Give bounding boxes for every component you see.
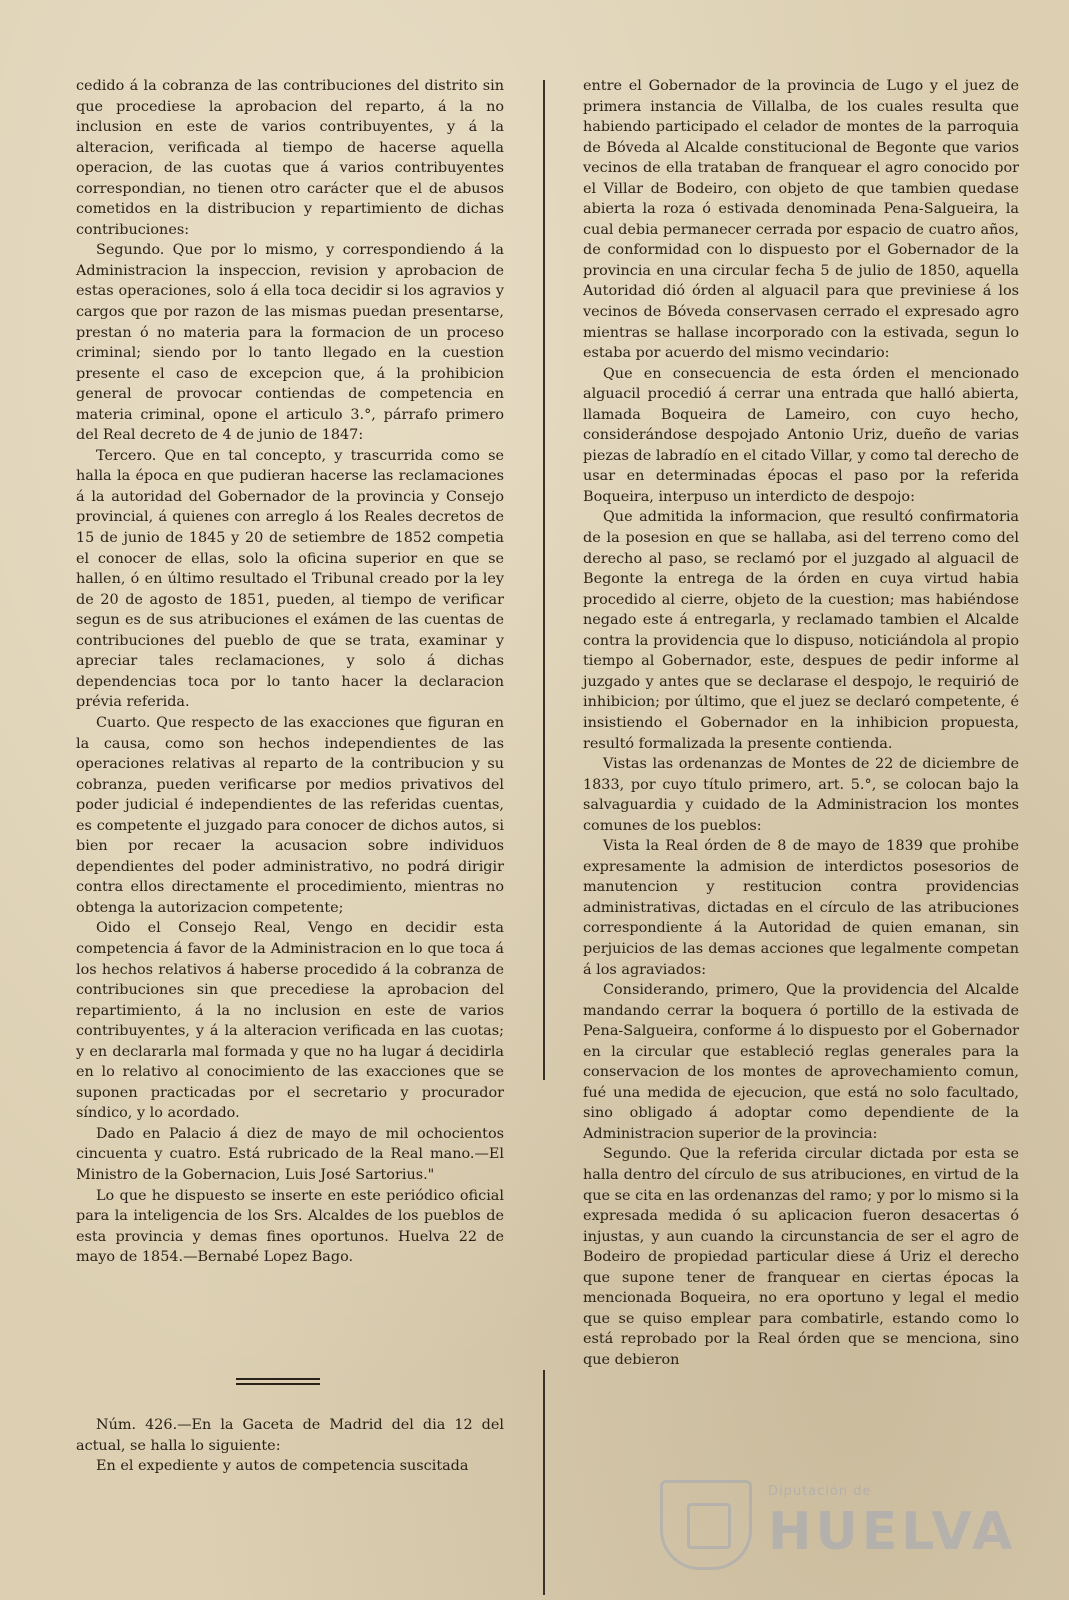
watermark-small-text: Diputación de bbox=[768, 1484, 872, 1499]
left-column bbox=[76, 76, 504, 1268]
paragraph: Vistas las ordenanzas de Montes de 22 de diciembre de 1833, por cuyo título primero, art. 5.°, se colocan bajo la salvaguardia y cuidado de la Administracion los montes comunes de los pueblos: bbox=[583, 756, 1019, 834]
paragraph: cedido á la cobranza de las contribuciones del distrito sin que procediese la aprobacion del reparto, á la no inclusion en este de varios contribuyentes, y á la alteracion, verificada al tiempo de hacerse aquella operacion, de las cuotas que á varios contribuyentes correspondian, no tienen otro carácter que el de abusos cometidos en la distribucion y repartimiento de dichas contribuciones: bbox=[76, 78, 504, 238]
column-divider bbox=[543, 80, 545, 1080]
paragraph: Que en consecuencia de esta órden el mencionado alguacil procedió á cerrar una entrada que halló abierta, llamada Boqueira de Lameiro, con cuyo hecho, considerándose despojado Antonio Uriz, dueño de varias piezas de labradío en el citado Villar, y como tal derecho de usar en determinadas épocas el paso por la referida Boqueira, interpuso un interdicto de despojo: bbox=[583, 365, 1019, 505]
paragraph: Considerando, primero, Que la providencia del Alcalde mandando cerrar la boquera ó portillo de la estivada de Pena-Salgueira, conforme á lo dispuesto por el Gobernador en la circular que estableció reglas generales para la conservacion de los montes de aprovechamiento comun, fué una medida de ejecucion, que está no solo facultado, sino obligado á adoptar como dependiente de la Administracion superior de la provincia: bbox=[583, 982, 1019, 1142]
coat-of-arms-icon bbox=[660, 1480, 752, 1570]
section-rule-top bbox=[236, 1378, 320, 1380]
paragraph: Núm. 426.—En la Gaceta de Madrid del dia 12 del actual, se halla lo siguiente: bbox=[76, 1417, 504, 1454]
paragraph: Oido el Consejo Real, Vengo en decidir esta competencia á favor de la Administracion en lo que toca á los hechos relativos á haberse procedido á la cobranza de contribuciones sin que precediese la aprobacion del repartimiento, á la no inclusion en este de varios contribuyentes, y á la alteracion verificada en las cuotas; y en declararla mal formada y que no ha lugar á decidirla en lo relativo al conocimiento de las exacciones que se suponen practicadas por el secretario y procurador síndico, y lo acordado. bbox=[76, 920, 504, 1122]
notice-426 bbox=[76, 1415, 504, 1477]
paragraph: Vista la Real órden de 8 de mayo de 1839 que prohibe expresamente la admision de interdictos posesorios de manutencion y restitucion contra providencias administrativas, dictadas en el círculo de las atribuciones correspondiente á la Autoridad de quien emanan, sin perjuicios de las demas acciones que legalmente competan á los agraviados: bbox=[583, 838, 1019, 978]
paragraph: Lo que he dispuesto se inserte en este periódico oficial para la inteligencia de los Srs. Alcaldes de los pueblos de esta provincia y demas fines oportunos. Huelva 22 de mayo de 1854.—Bernabé Lopez Bago. bbox=[76, 1187, 504, 1266]
paragraph: Que admitida la informacion, que resultó confirmatoria de la posesion en que se hallaba, asi del terreno como del derecho al paso, se reclamó por el juzgado al alguacil de Begonte la entrega de la órden en cuya virtud habia procedido al cierre, objeto de la cuestion; mas habiéndose negado este á entregarla, y reclamado tambien el Alcalde contra la providencia que lo dispuso, noticiándola al propio tiempo al Gobernador, este, despues de pedir informe al juzgado y antes que se declarase el despojo, le requirió de inhibicion; por último, que el juez se declaró competente, é insistiendo el Gobernador en la inhibicion propuesta, resultó formalizada la presente contienda. bbox=[583, 509, 1019, 752]
paragraph: Segundo. Que la referida circular dictada por esta se halla dentro del círculo de sus atribuciones, en virtud de la que se cita en las ordenanzas del ramo; y por lo mismo si la expresada medida ó su aplicacion fueron desacertas ó injustas, y aun cuando la circunstancia de ser el agro de Bodeiro de propiedad particular diese á Uriz el derecho que supone tener de franquear en ciertas épocas la mencionada Boqueira, no era oportuno y legal el medio que se quiso emplear para combatirle, estando como lo está reprobado por la Real órden que se menciona, sino que debieron bbox=[583, 1146, 1019, 1368]
paragraph: En el expediente y autos de competencia suscitada bbox=[96, 1458, 469, 1475]
archive-watermark bbox=[660, 1480, 1017, 1570]
paragraph: Dado en Palacio á diez de mayo de mil ochocientos cincuenta y cuatro. Está rubricado de la Real mano.—El Ministro de la Gobernacion, Luis José Sartorius." bbox=[76, 1125, 504, 1183]
paragraph: Tercero. Que en tal concepto, y trascurrida como se halla la época en que pudieran hacerse las reclamaciones á la autoridad del Gobernador de la provincia y Consejo provincial, á quienes con arreglo á los Reales decretos de 15 de junio de 1845 y 20 de setiembre de 1852 competia el conocer de ellas, solo la oficina superior en que se hallen, ó en último resultado el Tribunal creado por la ley de 20 de agosto de 1851, pueden, al tiempo de verificar segun es de sus atribuciones el exámen de las cuentas de contribuciones del pueblo de que se trata, examinar y apreciar tales reclamaciones, y solo á dichas dependencias toca por lo tanto hacer la declaracion prévia referida. bbox=[76, 447, 504, 711]
paragraph: Cuarto. Que respecto de las exacciones que figuran en la causa, como son hechos independientes de las operaciones relativas al reparto de la contribucion y su cobranza, pueden verificarse por medios privativos del poder judicial é independientes de las referidas cuentas, es competente el juzgado para conocer de dichos autos, si bien por recaer la acusacion sobre individuos dependientes del poder administrativo, no podrá dirigir contra ellos directamente el procedimiento, mientras no obtenga la autorizacion competente; bbox=[76, 714, 504, 916]
right-column bbox=[583, 76, 1019, 1370]
column-divider-lower bbox=[543, 1370, 545, 1595]
section-rule-bottom bbox=[236, 1383, 320, 1385]
paragraph: Segundo. Que por lo mismo, y correspondiendo á la Administracion la inspeccion, revision y aprobacion de estas operaciones, solo á ella toca decidir si los agravios y cargos que por razon de las mismas puedan presentarse, prestan ó no materia para la formacion de un proceso criminal; siendo por lo tanto llegado en la cuestion presente el caso de excepcion que, á la prohibicion general de provocar contiendas de competencia en materia criminal, opone el articulo 3.°, párrafo primero del Real decreto de 4 de junio de 1847: bbox=[76, 242, 504, 444]
paragraph: entre el Gobernador de la provincia de Lugo y el juez de primera instancia de Villalba, de los cuales resulta que habiendo participado el celador de montes de la parroquia de Bóveda al Alcalde constitucional de Begonte que varios vecinos de ella trataban de franquear el agro conocido por el Villar de Bodeiro, con objeto de que tambien quedase abierta la roza ó estivada denominada Pena-Salgueira, la cual debia permanecer cerrada por espacio de cuatro años, de conformidad con lo dispuesto por el Gobernador de la provincia en una circular fecha 5 de julio de 1850, aquella Autoridad dió órden al alguacil para que previniese á los vecinos de Bóveda conservasen cerrado el expresado agro mientras se hallase incorporado con la estivada, segun lo estaba por acuerdo del mismo vecindario: bbox=[583, 78, 1019, 362]
watermark-big-text: HUELVA bbox=[768, 1502, 1017, 1562]
